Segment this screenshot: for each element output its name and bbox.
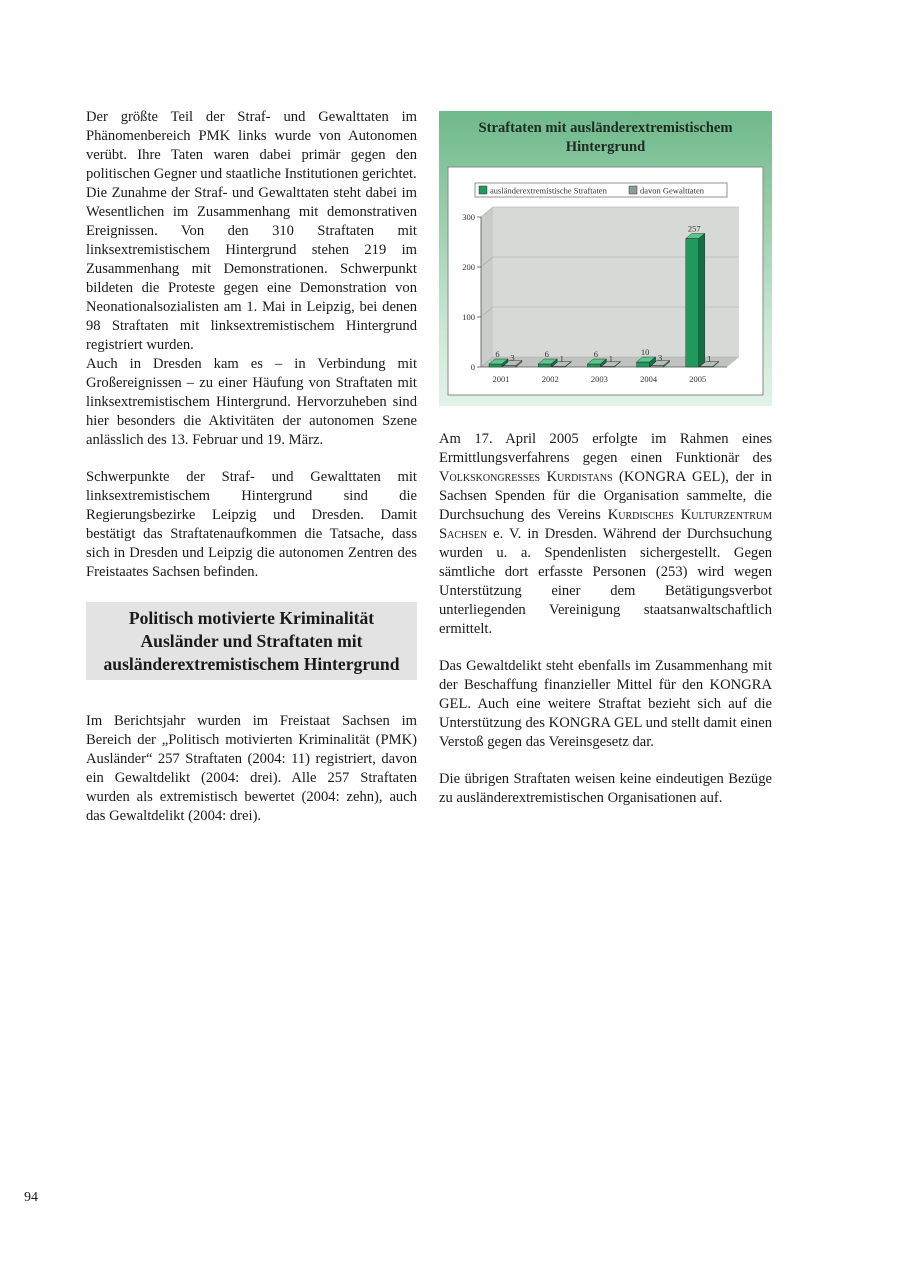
bar-straftaten-2005	[686, 234, 705, 368]
left-paragraph-2: Die Zunahme der Straf- und Gewalttaten steht dabei im Wesentlichen im Zusammenhang mit demonstrativen Ereignissen. Von den 310 Straftaten mit linksextremistischem Hintergrund stehen 219 im Zusammenhang mit Demonstrationen. Schwerpunkt bildeten die Proteste gegen eine Demonstration von Neonationalsozialisten am 1. Mai in Leipzig, bei denen 98 Straftaten mit linksextremistischem Hintergrund registriert wurden.	[86, 185, 417, 353]
data-label-gewalttaten-2002: 1	[559, 353, 564, 364]
right-paragraph-1-c: e. V. in Dresden. Während der Durchsuchung wurden u. a. Spendenlisten sichergestellt. Gegen sämtliche dort erfasste Personen (253) wird wegen Unterstützung einer dem Betätigungsverbot unterliegenden Vereinigung staatsanwaltschaftlich ermittelt.	[439, 526, 772, 637]
left-paragraph-4: Schwerpunkte der Straf- und Gewalttaten mit linksextremistischem Hintergrund sind die Regierungsbezirke Leipzig und Dresden. Damit bestätigt das Straftatenaufkommen die Tatsache, dass sich in Dresden und Leipzig die autonomen Zentren des Freistaates Sachsen befinden.	[86, 469, 417, 580]
legend-label-series-1: ausländerextremistische Straftaten	[490, 185, 607, 196]
data-label-straftaten-2002: 6	[544, 349, 549, 359]
plot-side-wall	[481, 207, 493, 367]
org-name-volkskongress: Volkskongresses Kurdistans	[439, 469, 613, 485]
chart-box	[439, 111, 772, 406]
left-column	[86, 108, 417, 582]
left-paragraph-5: Im Berichtsjahr wurden im Freistaat Sachsen im Bereich der „Politisch motivierten Kriminalität (PMK) Ausländer“ 257 Straftaten (2004: 11) registriert, davon ein Gewaltdelikt (2004: drei). Alle 257 Straftaten wurden als extremistisch bewertet (2004: zehn), auch das Gewaltdelikt (2004: drei).	[86, 713, 417, 824]
x-tick-label-2005: 2005	[689, 374, 707, 384]
data-label-gewalttaten-2005: 1	[707, 353, 712, 364]
legend-swatch-series-2	[629, 186, 637, 194]
org-name-kulturzentrum: Kurdisches Kulturzentrum Sachsen	[439, 507, 772, 542]
bar-chart	[439, 111, 772, 406]
right-paragraph-1-a: Am 17. April 2005 erfolgte im Rahmen eines Ermittlungsverfahrens gegen einen Funktionär des	[439, 431, 772, 466]
chart-title: Straftaten mit ausländerextremistischem Hintergrund	[478, 120, 733, 155]
section-heading: Politisch motivierte Kriminalität Ausländer und Straftaten mit ausländerextremistischem Hintergrund	[103, 607, 400, 674]
data-label-straftaten-2005: 257	[687, 223, 701, 234]
data-label-gewalttaten-2003: 1	[608, 353, 614, 364]
bar-gewalttaten-2001-front	[503, 366, 516, 368]
right-paragraph-3: Die übrigen Straftaten weisen keine eindeutigen Bezüge zu ausländerextremistischen Organisationen auf.	[439, 771, 772, 806]
x-tick-label-2003: 2003	[590, 374, 608, 384]
y-tick-label-3: 300	[462, 212, 475, 222]
bar-straftaten-2005-side	[699, 234, 705, 368]
y-tick-label-0: 0	[470, 362, 475, 372]
left-paragraph-1: Der größte Teil der Straf- und Gewalttaten im Phänomenbereich PMK links wurde von Autonomen verübt. Ihre Taten waren dabei primär gegen den politischen Gegner und staatliche Institutionen gerichtet.	[86, 109, 417, 182]
bar-straftaten-2005-front	[686, 239, 699, 368]
y-tick-label-2: 200	[462, 262, 475, 272]
bar-straftaten-2004-front	[637, 362, 650, 367]
legend-swatch-series-1	[479, 186, 487, 194]
data-label-straftaten-2001: 6	[495, 349, 500, 359]
right-paragraph-2: Das Gewaltdelikt steht ebenfalls im Zusammenhang mit der Beschaffung finanzieller Mittel für den KONGRA GEL. Auch eine weitere Straftat bezieht sich auf die Unterstützung des KONGRA GEL und stellt damit einen Verstoß gegen das Vereinsgesetz dar.	[439, 658, 772, 750]
right-column	[439, 430, 772, 808]
left-paragraph-3: Auch in Dresden kam es – in Verbindung mit Großereignissen – zu einer Häufung von Straftaten mit linksextremistischem Hintergrund. Hervorzuheben sind hier besonders die Aktivitäten der autonomen Szene anlässlich des 13. Februar und 19. März.	[86, 356, 417, 448]
left-column-lower	[86, 712, 417, 826]
bar-straftaten-2002-front	[538, 364, 551, 367]
data-label-gewalttaten-2001: 3	[510, 352, 515, 363]
x-tick-label-2004: 2004	[640, 374, 658, 384]
bar-gewalttaten-2004-front	[651, 366, 664, 368]
section-heading-box	[86, 602, 417, 680]
bar-straftaten-2001-front	[489, 364, 502, 367]
data-label-straftaten-2004: 10	[640, 347, 650, 357]
data-label-straftaten-2003: 6	[593, 349, 599, 359]
right-paragraph-1	[439, 430, 772, 639]
y-tick-label-1: 100	[462, 312, 475, 322]
page-number: 94	[24, 1190, 38, 1205]
data-label-gewalttaten-2004: 3	[657, 352, 663, 363]
legend-label-series-2: davon Gewalttaten	[640, 185, 704, 196]
x-tick-label-2001: 2001	[492, 374, 510, 384]
x-tick-label-2002: 2002	[541, 374, 559, 384]
right-paragraph-1-b: (KONGRA GEL), der in Sachsen Spenden für die Organisation sammelte, die Durchsuchung des Vereins	[439, 469, 772, 523]
bar-straftaten-2003-front	[587, 364, 600, 367]
